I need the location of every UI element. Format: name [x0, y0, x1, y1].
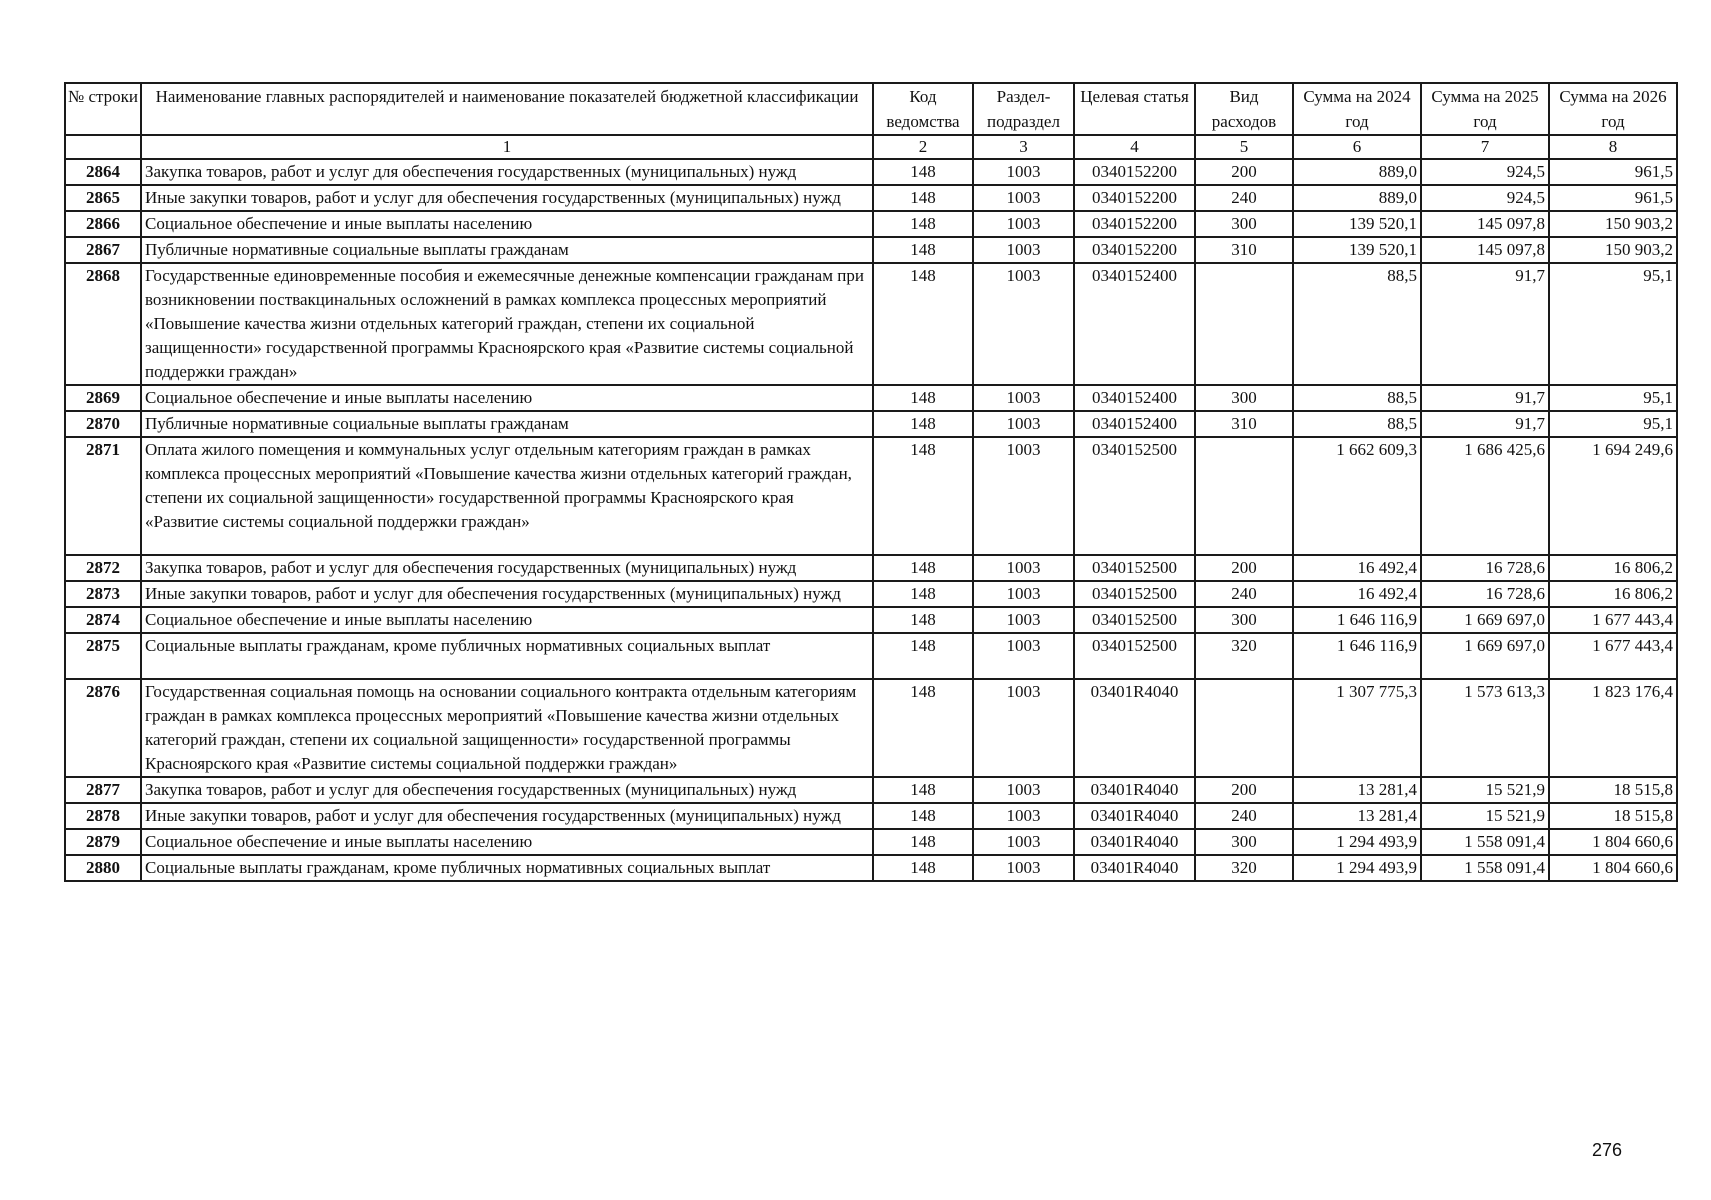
sum-2025-cell: 1 558 091,4: [1421, 829, 1549, 855]
section-cell: 1003: [973, 803, 1074, 829]
expense-type-cell: 240: [1195, 185, 1293, 211]
section-cell: 1003: [973, 855, 1074, 881]
row-number-cell: 2864: [65, 159, 141, 185]
expense-type-cell: 200: [1195, 777, 1293, 803]
header-row-no: № строки: [65, 83, 141, 135]
item-name-cell: Иные закупки товаров, работ и услуг для обеспечения государственных (муниципальных) нужд: [141, 581, 873, 607]
sum-2026-cell: 1 694 249,6: [1549, 437, 1677, 555]
target-article-cell: 03401R4040: [1074, 777, 1195, 803]
table-row: [65, 263, 1677, 385]
sum-2024-cell: 88,5: [1293, 263, 1421, 385]
section-cell: 1003: [973, 411, 1074, 437]
target-article-cell: 0340152200: [1074, 237, 1195, 263]
section-cell: 1003: [973, 159, 1074, 185]
sum-2024-cell: 13 281,4: [1293, 777, 1421, 803]
item-name-cell: Социальное обеспечение и иные выплаты населению: [141, 211, 873, 237]
expense-type-cell: 320: [1195, 855, 1293, 881]
column-number: 1: [141, 135, 873, 159]
header-sum-2025: Сумма на 2025 год: [1421, 83, 1549, 135]
sum-2024-cell: 889,0: [1293, 185, 1421, 211]
dept-code-cell: 148: [873, 607, 973, 633]
column-number: 4: [1074, 135, 1195, 159]
row-number-cell: 2876: [65, 679, 141, 777]
sum-2024-cell: 1 662 609,3: [1293, 437, 1421, 555]
target-article-cell: 0340152500: [1074, 437, 1195, 555]
section-cell: 1003: [973, 237, 1074, 263]
header-target-article: Целевая статья: [1074, 83, 1195, 135]
sum-2024-cell: 1 646 116,9: [1293, 607, 1421, 633]
expense-type-cell: 310: [1195, 411, 1293, 437]
column-numbers-row: [65, 135, 1677, 159]
dept-code-cell: 148: [873, 633, 973, 679]
sum-2026-cell: 1 823 176,4: [1549, 679, 1677, 777]
sum-2024-cell: 139 520,1: [1293, 211, 1421, 237]
row-number-cell: 2866: [65, 211, 141, 237]
section-cell: 1003: [973, 385, 1074, 411]
table-row: [65, 777, 1677, 803]
sum-2025-cell: 1 686 425,6: [1421, 437, 1549, 555]
sum-2025-cell: 145 097,8: [1421, 237, 1549, 263]
table-row: [65, 829, 1677, 855]
target-article-cell: 0340152400: [1074, 411, 1195, 437]
target-article-cell: 03401R4040: [1074, 679, 1195, 777]
sum-2026-cell: 95,1: [1549, 263, 1677, 385]
expense-type-cell: 300: [1195, 829, 1293, 855]
row-number-cell: 2867: [65, 237, 141, 263]
target-article-cell: 0340152400: [1074, 263, 1195, 385]
table-row: [65, 803, 1677, 829]
table-row: [65, 581, 1677, 607]
dept-code-cell: 148: [873, 437, 973, 555]
header-section: Раздел-подраздел: [973, 83, 1074, 135]
item-name-cell: Государственная социальная помощь на основании социального контракта отдельным категориям граждан в рамках комплекса процессных мероприятий «Повышение качества жизни отдельных категорий граждан, степени их социальной защищенности» государственной программы Красноярского края «Развитие системы социальной поддержки граждан»: [141, 679, 873, 777]
table-row: [65, 185, 1677, 211]
row-number-cell: 2875: [65, 633, 141, 679]
section-cell: 1003: [973, 263, 1074, 385]
row-number-cell: 2865: [65, 185, 141, 211]
sum-2025-cell: 16 728,6: [1421, 581, 1549, 607]
target-article-cell: 0340152500: [1074, 633, 1195, 679]
table-row: [65, 555, 1677, 581]
target-article-cell: 0340152200: [1074, 185, 1195, 211]
dept-code-cell: 148: [873, 803, 973, 829]
sum-2025-cell: 91,7: [1421, 263, 1549, 385]
row-number-cell: 2874: [65, 607, 141, 633]
column-number: 3: [973, 135, 1074, 159]
sum-2024-cell: 139 520,1: [1293, 237, 1421, 263]
table-row: [65, 437, 1677, 555]
table-row: [65, 211, 1677, 237]
sum-2025-cell: 924,5: [1421, 159, 1549, 185]
target-article-cell: 0340152500: [1074, 581, 1195, 607]
dept-code-cell: 148: [873, 679, 973, 777]
target-article-cell: 03401R4040: [1074, 803, 1195, 829]
item-name-cell: Социальное обеспечение и иные выплаты населению: [141, 385, 873, 411]
row-number-cell: 2868: [65, 263, 141, 385]
expense-type-cell: 240: [1195, 581, 1293, 607]
section-cell: 1003: [973, 777, 1074, 803]
sum-2026-cell: 18 515,8: [1549, 777, 1677, 803]
expense-type-cell: 240: [1195, 803, 1293, 829]
item-name-cell: Публичные нормативные социальные выплаты гражданам: [141, 411, 873, 437]
dept-code-cell: 148: [873, 555, 973, 581]
sum-2024-cell: 16 492,4: [1293, 581, 1421, 607]
section-cell: 1003: [973, 633, 1074, 679]
row-number-cell: 2869: [65, 385, 141, 411]
sum-2026-cell: 961,5: [1549, 185, 1677, 211]
dept-code-cell: 148: [873, 263, 973, 385]
target-article-cell: 0340152200: [1074, 159, 1195, 185]
sum-2024-cell: 889,0: [1293, 159, 1421, 185]
item-name-cell: Оплата жилого помещения и коммунальных услуг отдельным категориям граждан в рамках комплекса процессных мероприятий «Повышение качества жизни отдельных категорий граждан, степени их социальной защищенности» государственной программы Красноярского края «Развитие системы социальной поддержки граждан»: [141, 437, 873, 555]
sum-2026-cell: 1 804 660,6: [1549, 829, 1677, 855]
sum-2024-cell: 88,5: [1293, 411, 1421, 437]
item-name-cell: Закупка товаров, работ и услуг для обеспечения государственных (муниципальных) нужд: [141, 159, 873, 185]
sum-2025-cell: 1 669 697,0: [1421, 633, 1549, 679]
expense-type-cell: 200: [1195, 159, 1293, 185]
sum-2024-cell: 13 281,4: [1293, 803, 1421, 829]
section-cell: 1003: [973, 679, 1074, 777]
dept-code-cell: 148: [873, 159, 973, 185]
page-number: 276: [1592, 1140, 1623, 1160]
sum-2024-cell: 1 294 493,9: [1293, 855, 1421, 881]
item-name-cell: Социальное обеспечение и иные выплаты населению: [141, 829, 873, 855]
expense-type-cell: 300: [1195, 211, 1293, 237]
sum-2025-cell: 1 573 613,3: [1421, 679, 1549, 777]
header-name: Наименование главных распорядителей и наименование показателей бюджетной классификации: [141, 83, 873, 135]
sum-2026-cell: 16 806,2: [1549, 555, 1677, 581]
row-number-cell: 2870: [65, 411, 141, 437]
sum-2025-cell: 16 728,6: [1421, 555, 1549, 581]
dept-code-cell: 148: [873, 185, 973, 211]
sum-2025-cell: 15 521,9: [1421, 803, 1549, 829]
section-cell: 1003: [973, 607, 1074, 633]
row-number-cell: 2871: [65, 437, 141, 555]
sum-2026-cell: 1 677 443,4: [1549, 633, 1677, 679]
sum-2025-cell: 15 521,9: [1421, 777, 1549, 803]
column-number: [65, 135, 141, 159]
section-cell: 1003: [973, 555, 1074, 581]
expense-type-cell: 300: [1195, 607, 1293, 633]
sum-2026-cell: 150 903,2: [1549, 237, 1677, 263]
target-article-cell: 0340152400: [1074, 385, 1195, 411]
expense-type-cell: 310: [1195, 237, 1293, 263]
section-cell: 1003: [973, 437, 1074, 555]
sum-2026-cell: 1 677 443,4: [1549, 607, 1677, 633]
row-number-cell: 2877: [65, 777, 141, 803]
table-body: [65, 159, 1677, 881]
sum-2024-cell: 16 492,4: [1293, 555, 1421, 581]
item-name-cell: Закупка товаров, работ и услуг для обеспечения государственных (муниципальных) нужд: [141, 555, 873, 581]
sum-2025-cell: 1 669 697,0: [1421, 607, 1549, 633]
item-name-cell: Иные закупки товаров, работ и услуг для обеспечения государственных (муниципальных) нужд: [141, 803, 873, 829]
header-expense-type: Вид расходов: [1195, 83, 1293, 135]
expense-type-cell: 200: [1195, 555, 1293, 581]
sum-2026-cell: 1 804 660,6: [1549, 855, 1677, 881]
sum-2025-cell: 91,7: [1421, 411, 1549, 437]
expense-type-cell: 300: [1195, 385, 1293, 411]
column-number: 6: [1293, 135, 1421, 159]
target-article-cell: 0340152200: [1074, 211, 1195, 237]
dept-code-cell: 148: [873, 777, 973, 803]
row-number-cell: 2879: [65, 829, 141, 855]
row-number-cell: 2880: [65, 855, 141, 881]
dept-code-cell: 148: [873, 855, 973, 881]
expense-type-cell: [1195, 263, 1293, 385]
section-cell: 1003: [973, 581, 1074, 607]
column-number: 7: [1421, 135, 1549, 159]
item-name-cell: Закупка товаров, работ и услуг для обеспечения государственных (муниципальных) нужд: [141, 777, 873, 803]
table-row: [65, 385, 1677, 411]
table-row: [65, 855, 1677, 881]
target-article-cell: 03401R4040: [1074, 829, 1195, 855]
sum-2024-cell: 1 307 775,3: [1293, 679, 1421, 777]
item-name-cell: Социальное обеспечение и иные выплаты населению: [141, 607, 873, 633]
sum-2025-cell: 91,7: [1421, 385, 1549, 411]
sum-2026-cell: 95,1: [1549, 385, 1677, 411]
row-number-cell: 2878: [65, 803, 141, 829]
section-cell: 1003: [973, 211, 1074, 237]
item-name-cell: Иные закупки товаров, работ и услуг для обеспечения государственных (муниципальных) нужд: [141, 185, 873, 211]
sum-2024-cell: 1 294 493,9: [1293, 829, 1421, 855]
dept-code-cell: 148: [873, 581, 973, 607]
sum-2026-cell: 150 903,2: [1549, 211, 1677, 237]
sum-2026-cell: 95,1: [1549, 411, 1677, 437]
header-sum-2024: Сумма на 2024 год: [1293, 83, 1421, 135]
table-row: [65, 633, 1677, 679]
dept-code-cell: 148: [873, 829, 973, 855]
item-name-cell: Социальные выплаты гражданам, кроме публичных нормативных социальных выплат: [141, 633, 873, 679]
table-row: [65, 679, 1677, 777]
target-article-cell: 03401R4040: [1074, 855, 1195, 881]
row-number-cell: 2873: [65, 581, 141, 607]
column-number: 2: [873, 135, 973, 159]
table-row: [65, 237, 1677, 263]
expense-type-cell: [1195, 679, 1293, 777]
header-row: [65, 83, 1677, 135]
dept-code-cell: 148: [873, 237, 973, 263]
row-number-cell: 2872: [65, 555, 141, 581]
section-cell: 1003: [973, 185, 1074, 211]
item-name-cell: Государственные единовременные пособия и ежемесячные денежные компенсации гражданам при возникновении поствакцинальных осложнений в рамках комплекса процессных мероприятий «Повышение качества жизни отдельных категорий граждан, степени их социальной защищенности» государственной программы Красноярского края «Развитие системы социальной поддержки граждан»: [141, 263, 873, 385]
sum-2025-cell: 145 097,8: [1421, 211, 1549, 237]
budget-table: [64, 82, 1678, 882]
dept-code-cell: 148: [873, 411, 973, 437]
section-cell: 1003: [973, 829, 1074, 855]
header-dept-code: Код ведомства: [873, 83, 973, 135]
target-article-cell: 0340152500: [1074, 555, 1195, 581]
item-name-cell: Публичные нормативные социальные выплаты гражданам: [141, 237, 873, 263]
sum-2024-cell: 1 646 116,9: [1293, 633, 1421, 679]
header-sum-2026: Сумма на 2026 год: [1549, 83, 1677, 135]
item-name-cell: Социальные выплаты гражданам, кроме публичных нормативных социальных выплат: [141, 855, 873, 881]
dept-code-cell: 148: [873, 211, 973, 237]
expense-type-cell: [1195, 437, 1293, 555]
sum-2026-cell: 18 515,8: [1549, 803, 1677, 829]
column-number: 5: [1195, 135, 1293, 159]
sum-2025-cell: 924,5: [1421, 185, 1549, 211]
dept-code-cell: 148: [873, 385, 973, 411]
sum-2026-cell: 16 806,2: [1549, 581, 1677, 607]
table-row: [65, 411, 1677, 437]
target-article-cell: 0340152500: [1074, 607, 1195, 633]
sum-2024-cell: 88,5: [1293, 385, 1421, 411]
expense-type-cell: 320: [1195, 633, 1293, 679]
table-row: [65, 159, 1677, 185]
table-row: [65, 607, 1677, 633]
sum-2026-cell: 961,5: [1549, 159, 1677, 185]
column-number: 8: [1549, 135, 1677, 159]
sum-2025-cell: 1 558 091,4: [1421, 855, 1549, 881]
